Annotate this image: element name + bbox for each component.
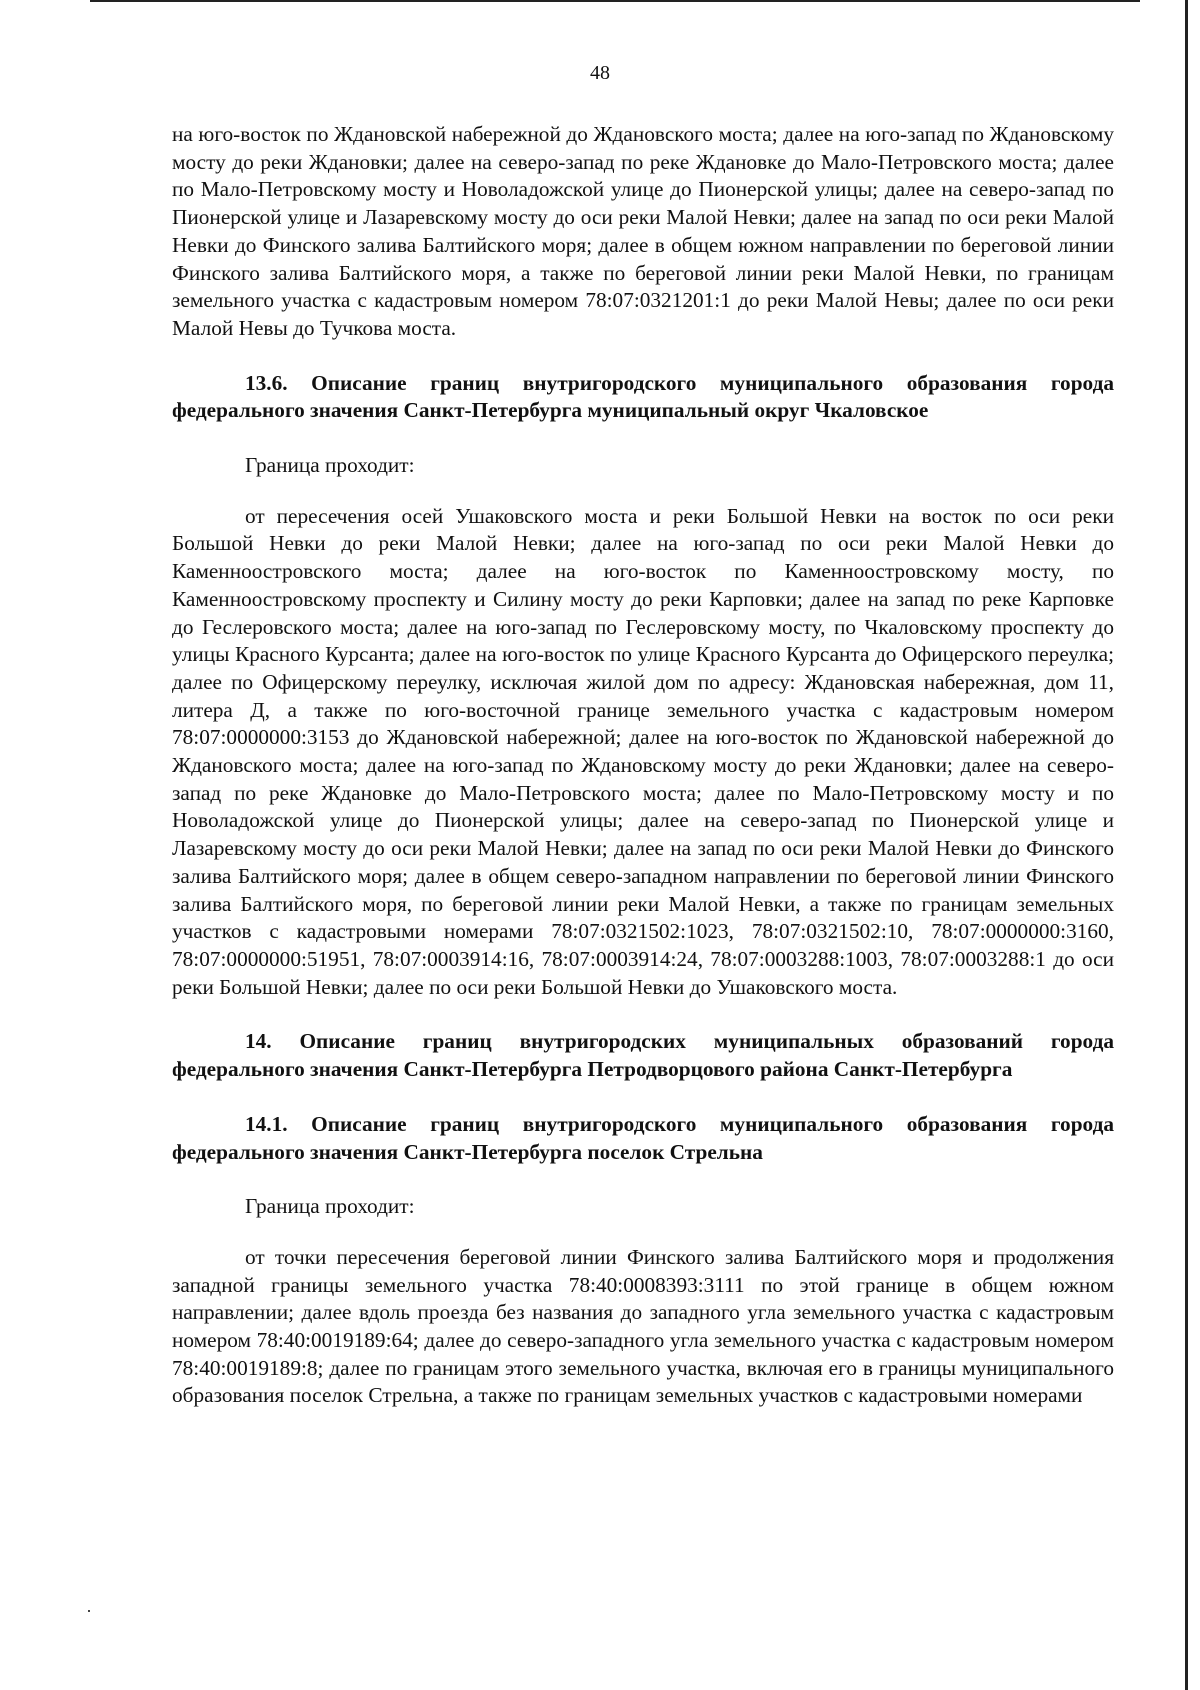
document-body — [172, 121, 1114, 1410]
boundary-intro: Граница проходит: — [245, 1194, 415, 1219]
boundary-intro: Граница проходит: — [245, 453, 415, 478]
section-heading-14: 14. Описание границ внутригородских муниципальных образований города федерального значения Санкт-Петербурга Петродворцового района Санкт-Петербурга — [172, 1029, 1114, 1082]
scan-edge-top — [90, 0, 1140, 2]
boundary-description-strelna: от точки пересечения береговой линии Финского залива Балтийского моря и продолжения западной границы земельного участка 78:40:0008393:3111 по этой границе в общем южном направлении; далее вдоль проезда без названия до западного угла земельного участка с кадастровым номером 78:40:0019189:64; далее до северо-западного угла земельного участка с кадастровым номером 78:40:0019189:8; далее по границам этого земельного участка, включая его в границы муниципального образования поселок Стрельна, а также по границам земельных участков с кадастровыми номерами — [172, 1244, 1114, 1408]
section-heading-14-1: 14.1. Описание границ внутригородского муниципального образования города федерального значения Санкт-Петербурга поселок Стрельна — [172, 1111, 1114, 1164]
boundary-description-chkalovskoe: от пересечения осей Ушаковского моста и реки Большой Невки на восток по оси реки Большой Невки до реки Малой Невки; далее на юго-запад по оси реки Малой Невки до Каменноостровского моста; далее на юго-восток по Каменноостровскому мосту, по Каменноостровскому проспекту и Силину мосту до реки Карповки; далее на запад по реке Карповке до Геслеровского моста; далее на юго-запад по Геслеровскому мосту, по Чкаловскому проспекту до улицы Красного Курсанта; далее на юго-восток по улице Красного Курсанта до Офицерского переулка; далее по Офицерскому переулку, исключая жилой дом по адресу: Ждановская набережная, дом 11, литера Д, а также по юго-восточной границе земельного участка с кадастровым номером 78:07:0000000:3153 до Ждановской набережной; далее на юго-восток по Ждановской набережной до Ждановского моста; далее на юго-запад по Ждановскому мосту до реки Ждановки; далее на северо-запад по реке Ждановке до Мало-Петровского моста; далее по Мало-Петровскому мосту и по Новоладожской улице до Пионерской улицы; далее на северо-запад по Пионерской улице и Лазаревскому мосту до оси реки Малой Невки; далее на запад по оси реки Малой Невки до Финского залива Балтийского моря; далее в общем северо-западном направлении по береговой линии Финского залива Балтийского моря, по береговой линии реки Малой Невки, а также по границам земельных участков с кадастровыми номерами 78:07:0321502:1023, 78:07:0321502:10, 78:07:0000000:3160, 78:07:0000000:51951, 78:07:0003914:16, 78:07:0003914:24, 78:07:0003288:1003, 78:07:0003288:1 до оси реки Большой Невки; далее по оси реки Большой Невки до Ушаковского моста. — [172, 503, 1114, 999]
paragraph-continuation: на юго-восток по Ждановской набережной до Ждановского моста; далее на юго-запад по Ждановскому мосту до реки Ждановки; далее на северо-запад по реке Ждановке до Мало-Петровского моста; далее по Мало-Петровскому мосту и Новоладожской улице до Пионерской улицы; далее на северо-запад по Пионерской улице и Лазаревскому мосту до оси реки Малой Невки; далее на запад по оси реки Малой Невки до Финского залива Балтийского моря; далее в общем южном направлении по береговой линии Финского залива Балтийского моря, а также по береговой линии реки Малой Невки, по границам земельного участка с кадастровым номером 78:07:0321201:1 до реки Малой Невы; далее по оси реки Малой Невы до Тучкова моста. — [172, 122, 1114, 340]
page-number: 48 — [590, 62, 610, 84]
scan-speck — [88, 1610, 90, 1612]
section-heading-13-6: 13.6. Описание границ внутригородского муниципального образования города федерального значения Санкт-Петербурга муниципальный округ Чкаловское — [172, 370, 1114, 423]
scan-edge-right — [1185, 0, 1188, 1690]
